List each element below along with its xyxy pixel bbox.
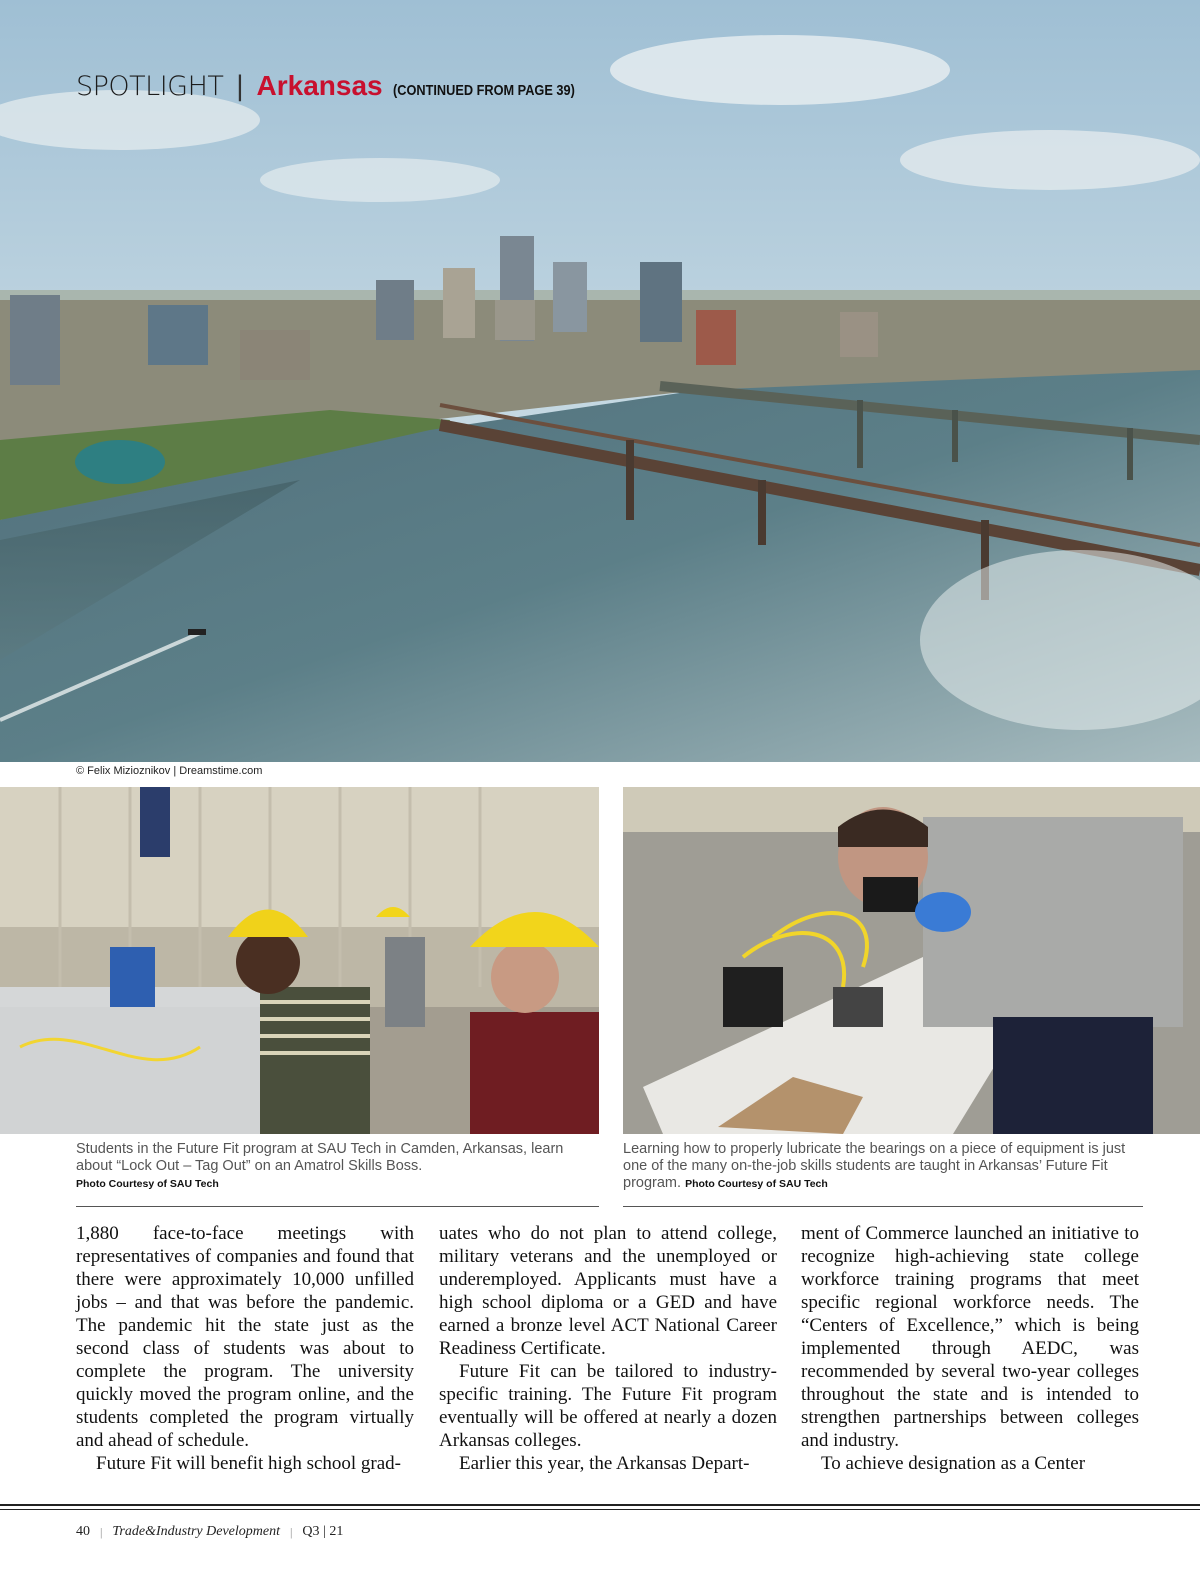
- issue-label: Q3 | 21: [302, 1524, 344, 1539]
- page-number: 40: [76, 1524, 90, 1539]
- right-photo-caption: [623, 1141, 1143, 1193]
- section-header: [76, 70, 607, 102]
- left-caption-text: Students in the Future Fit program at SAU Tech in Camden, Arkansas, learn about “Lock Out – Tag Out” on an Amatrol Skills Boss.: [76, 1141, 564, 1174]
- paragraph: Future Fit will benefit high school grad-: [96, 1453, 402, 1474]
- hero-photo-credit: © Felix Mizioznikov | Dreamstime.com: [76, 765, 263, 777]
- article-column-2: [439, 1222, 777, 1475]
- paragraph: ment of Commerce launched an initiative to recognize high-achieving state college workforce training programs that meet specific regional workforce needs. The “Centers of Excellence,” which is being implemented through AEDC, was recommended by several two-year colleges throughout the state and is intended to strengthen partnerships between colleges and industry.: [801, 1223, 1139, 1451]
- little-rock-aerial-image: [0, 0, 1200, 762]
- page-footer: [76, 1524, 343, 1540]
- paragraph: Earlier this year, the Arkansas Depart-: [459, 1453, 750, 1474]
- section-kicker: SPOTLIGHT: [76, 71, 224, 102]
- paragraph: Future Fit can be tailored to industry-specific training. The Future Fit program eventually will be offered at nearly a dozen Arkansas colleges.: [439, 1361, 777, 1451]
- article-column-1: [76, 1222, 414, 1475]
- right-caption-text: Learning how to properly lubricate the bearings on a piece of equipment is just one of the many on-the-job skills students are taught in Arkansas’ Future Fit program.: [623, 1141, 1126, 1191]
- header-divider: |: [235, 71, 245, 102]
- article-column-3: [801, 1222, 1139, 1475]
- paragraph: uates who do not plan to attend college, military veterans and the unemployed or underemployed. Applicants must have a high school diploma or a GED and have earned a bronze level ACT National Career Readiness Certificate.: [439, 1223, 777, 1359]
- caption-divider-left: [76, 1206, 599, 1207]
- footer-separator: |: [290, 1524, 293, 1539]
- lubrication-photo: [623, 787, 1200, 1134]
- students-lockout-photo: [0, 787, 599, 1134]
- paragraph: 1,880 face-to-face meetings with representatives of companies and found that there were approximately 10,000 unfilled jobs – and that was before the pandemic. The pandemic hit the state just as the second class of students was about to complete the program. The university quickly moved the program online, and the students completed the program virtually and ahead of schedule.: [76, 1223, 414, 1451]
- publication-name: Trade&Industry Development: [112, 1524, 280, 1539]
- student-lubricating-image: [623, 787, 1200, 1134]
- continued-note: (CONTINUED FROM PAGE 39): [392, 82, 575, 99]
- right-photo-courtesy: Photo Courtesy of SAU Tech: [685, 1178, 828, 1190]
- paragraph: To achieve designation as a Center: [821, 1453, 1086, 1474]
- left-photo-caption: [76, 1141, 596, 1193]
- students-training-image: [0, 787, 599, 1134]
- region-title: Arkansas: [256, 70, 383, 101]
- footer-rule-thin: [0, 1509, 1200, 1510]
- footer-rule: [0, 1504, 1200, 1506]
- caption-divider-right: [623, 1206, 1143, 1207]
- left-photo-courtesy: Photo Courtesy of SAU Tech: [76, 1178, 219, 1190]
- hero-photo: [0, 0, 1200, 762]
- footer-separator: |: [100, 1524, 103, 1539]
